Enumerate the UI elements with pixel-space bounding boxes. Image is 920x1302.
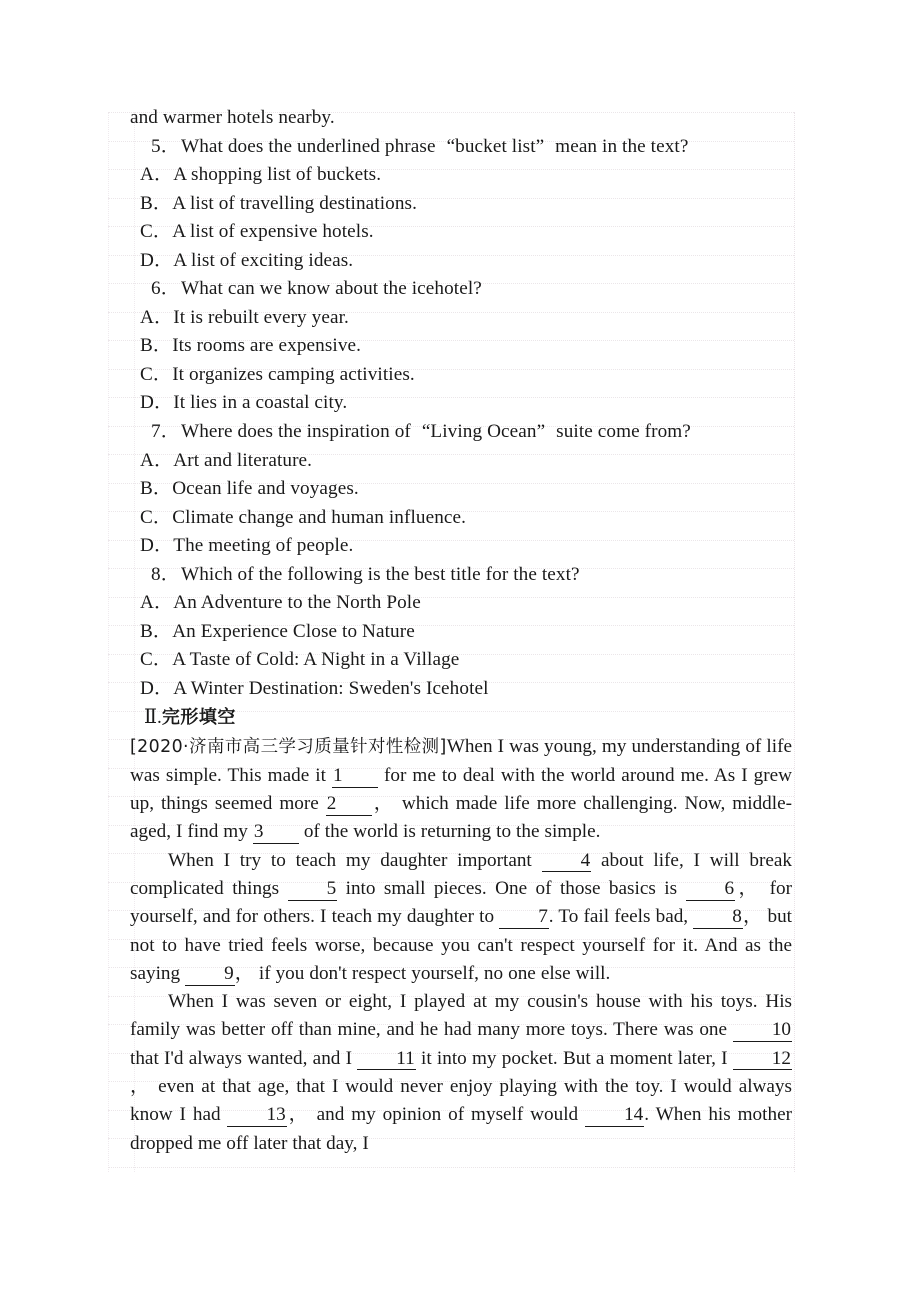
section-numeral: Ⅱ: [144, 707, 158, 729]
option-label-7-C: C．: [140, 506, 173, 528]
section-heading-cloze: [130, 703, 792, 733]
cloze-paragraph: [2020·济南市高三学习质量针对性检测]When I was young, my understanding of life was simple. This made it 1 for me to deal with the world around me. As I grew up, things seemed more 2 ， which made life more challenging. Now, middle-aged, I find my 3 of the world is returning to the simple.: [130, 736, 792, 843]
option-text-7-D: The meeting of people.: [173, 535, 354, 557]
option-8-C[interactable]: [130, 646, 792, 675]
option-text-6-D: It lies in a coastal city.: [173, 392, 348, 414]
cloze-blank-9[interactable]: 9: [185, 964, 235, 986]
quote-open-7: “: [421, 421, 431, 443]
option-label-5-D: D．: [140, 249, 174, 271]
question-stem-5: [130, 133, 792, 162]
option-8-A[interactable]: [130, 589, 792, 618]
question-marker-6: 6．: [151, 278, 180, 300]
option-text-6-B: Its rooms are expensive.: [172, 335, 362, 357]
option-text-8-A: An Adventure to the North Pole: [173, 592, 421, 614]
section-title-cloze: 完形填空: [161, 707, 236, 729]
option-text-8-D: A Winter Destination: Sweden's Icehotel: [173, 677, 489, 699]
question-stem-text-5a: What does the underlined phrase: [181, 135, 436, 157]
question-stem-text-6: What can we know about the icehotel?: [181, 278, 482, 300]
cloze-passage-body: [130, 733, 792, 1157]
option-label-8-D: D．: [140, 677, 174, 699]
quote-close-7: ”: [536, 421, 546, 443]
cloze-blank-2[interactable]: 2: [326, 794, 372, 816]
cloze-blank-7[interactable]: 7: [499, 907, 549, 929]
question-stem-text-8: Which of the following is the best title for the text?: [181, 563, 580, 585]
option-label-5-A: A．: [140, 164, 174, 186]
option-8-D[interactable]: [130, 675, 792, 704]
option-7-A[interactable]: [130, 447, 792, 476]
option-6-D[interactable]: [130, 389, 792, 418]
option-text-7-B: Ocean life and voyages.: [172, 478, 359, 500]
option-7-B[interactable]: [130, 475, 792, 504]
option-5-D[interactable]: [130, 247, 792, 276]
cloze-blank-13[interactable]: 13: [227, 1105, 286, 1127]
cloze-blank-11[interactable]: 11: [357, 1049, 415, 1071]
option-text-8-B: An Experience Close to Nature: [172, 620, 415, 642]
option-5-C[interactable]: [130, 218, 792, 247]
cloze-blank-6[interactable]: 6: [686, 879, 736, 901]
option-6-A[interactable]: [130, 304, 792, 333]
option-7-C[interactable]: [130, 504, 792, 533]
option-text-7-C: Climate change and human influence.: [172, 506, 467, 528]
option-text-5-D: A list of exciting ideas.: [173, 249, 354, 271]
option-text-5-B: A list of travelling destinations.: [172, 192, 418, 214]
option-label-7-A: A．: [140, 449, 174, 471]
quoted-phrase-7: Living Ocean: [430, 421, 537, 443]
option-label-7-B: B．: [140, 478, 173, 500]
option-5-A[interactable]: [130, 161, 792, 190]
option-text-6-A: It is rebuilt every year.: [173, 306, 349, 328]
option-5-B[interactable]: [130, 190, 792, 219]
option-text-5-A: A shopping list of buckets.: [173, 164, 382, 186]
option-label-6-D: D．: [140, 392, 174, 414]
option-6-B[interactable]: [130, 332, 792, 361]
cloze-blank-10[interactable]: 10: [733, 1020, 792, 1042]
option-label-8-A: A．: [140, 592, 174, 614]
cloze-blank-3[interactable]: 3: [253, 822, 299, 844]
option-label-5-C: C．: [140, 221, 173, 243]
cloze-paragraph: When I try to teach my daughter important 4 about life, I will break complicated things 5 into small pieces. One of those basics is 6， for yourself, and for others. I teach my daughter to 7. To fail feels bad, 8， but not to have tried feels worse, because you can't respect yourself for it. And as the saying 9， if you don't respect yourself, no one else will.: [130, 849, 793, 984]
cloze-blank-12[interactable]: 12: [733, 1049, 792, 1071]
option-label-8-C: C．: [140, 649, 173, 671]
question-stem-text-5b: mean in the text?: [555, 135, 689, 157]
option-label-5-B: B．: [140, 192, 173, 214]
carryover-line: and warmer hotels nearby.: [130, 107, 335, 128]
cloze-blank-5[interactable]: 5: [288, 879, 338, 901]
quote-open-5: “: [446, 135, 456, 157]
option-label-6-B: B．: [140, 335, 173, 357]
question-marker-8: 8．: [151, 563, 180, 585]
option-7-D[interactable]: [130, 532, 792, 561]
question-stem-text-7a: Where does the inspiration of: [181, 421, 411, 443]
quote-close-5: ”: [535, 135, 545, 157]
option-6-C[interactable]: [130, 361, 792, 390]
cloze-blank-1[interactable]: 1: [332, 766, 378, 788]
option-label-7-D: D．: [140, 535, 174, 557]
question-stem-7: [130, 418, 792, 447]
cloze-blank-8[interactable]: 8: [693, 907, 743, 929]
question-marker-5: 5．: [151, 135, 180, 157]
question-stem-8: [130, 561, 792, 590]
option-label-8-B: B．: [140, 620, 173, 642]
option-8-B[interactable]: [130, 618, 792, 647]
cloze-blank-4[interactable]: 4: [542, 851, 592, 873]
option-text-5-C: A list of expensive hotels.: [172, 221, 374, 243]
option-text-6-C: It organizes camping activities.: [172, 363, 415, 385]
cloze-paragraph: When I was seven or eight, I played at my cousin's house with his toys. His family was better off than mine, and he had many more toys. There was one 10 that I'd always wanted, and I 11 it into my pocket. But a moment later, I 12， even at that age, that I would never enjoy playing with the toy. I would always know I had 13， and my opinion of myself would 14. When his mother dropped me off later that day, I: [130, 991, 792, 1154]
option-label-6-A: A．: [140, 306, 174, 328]
cloze-blank-14[interactable]: 14: [585, 1105, 644, 1127]
cloze-source-tag: [2020·济南市高三学习质量针对性检测]: [130, 737, 447, 758]
option-label-6-C: C．: [140, 363, 173, 385]
quoted-phrase-5: bucket list: [455, 135, 536, 157]
question-stem-6: [130, 275, 792, 304]
option-text-8-C: A Taste of Cold: A Night in a Village: [172, 649, 460, 671]
question-marker-7: 7．: [151, 421, 180, 443]
section-numeral-dot: .: [157, 707, 162, 729]
page-content: [130, 104, 792, 1158]
question-stem-text-7b: suite come from?: [556, 421, 691, 443]
option-text-7-A: Art and literature.: [173, 449, 313, 471]
